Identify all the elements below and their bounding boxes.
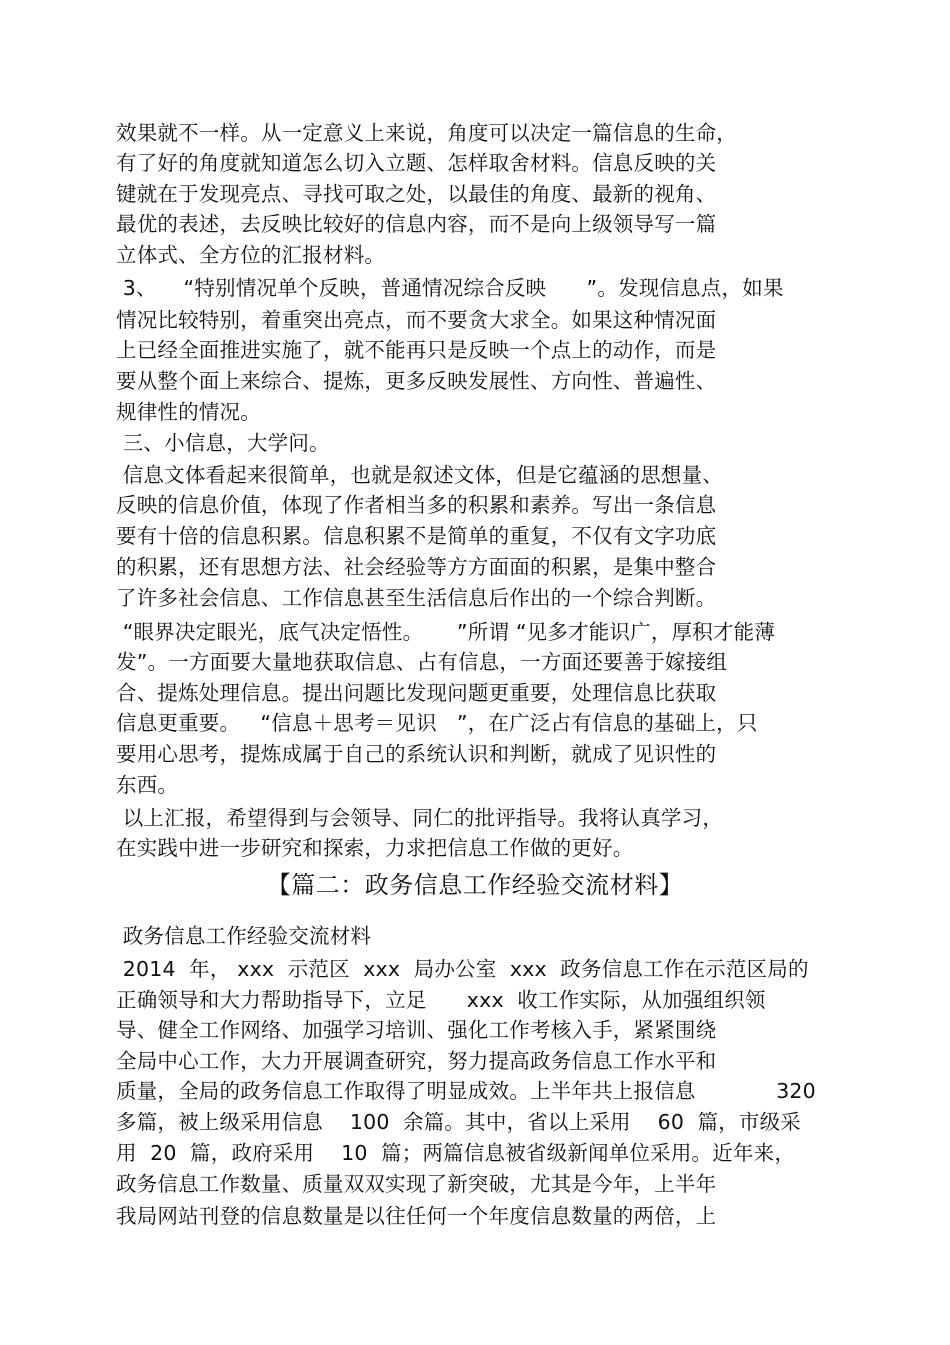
text-line: 发”。一方面要大量地获取信息、占有信息，一方面还要善于嫁接组 bbox=[116, 650, 728, 674]
text-line: 正确领导和大力帮助指导下，立足 xxx 收工作实际，从加强组织领 bbox=[116, 988, 766, 1012]
text-line: 信息更重要。 “信息＋思考＝见识 ”，在广泛占有信息的基础上，只 bbox=[116, 711, 758, 735]
text-line: 全局中心工作，大力开展调查研究，努力提高政务信息工作水平和 bbox=[116, 1049, 717, 1073]
text-line: 反映的信息价值，体现了作者相当多的积累和素养。写出一条信息 bbox=[116, 493, 717, 517]
text-line: 立体式、全方位的汇报材料。 bbox=[116, 243, 386, 267]
text-line: 信息文体看起来很简单，也就是叙述文体，但是它蕴涵的思想量、 bbox=[116, 463, 724, 487]
text-line: 政务信息工作数量、质量双双实现了新突破，尤其是今年，上半年 bbox=[116, 1172, 717, 1196]
text-line: 了许多社会信息、工作信息甚至生活信息后作出的一个综合判断。 bbox=[116, 586, 717, 610]
text-line: 导、健全工作网络、加强学习培训、强化工作考核入手，紧紧围绕 bbox=[116, 1018, 717, 1042]
text-line: 规律性的情况。 bbox=[116, 400, 261, 424]
text-line: 要从整个面上来综合、提炼，更多反映发展性、方向性、普遍性、 bbox=[116, 369, 717, 393]
text-line: 要用心思考，提炼成属于自己的系统认识和判断，就成了见识性的 bbox=[116, 742, 717, 766]
text-line: 以上汇报，希望得到与会领导、同仁的批评指导。我将认真学习， bbox=[116, 806, 724, 830]
text-line: 情况比较特别，着重突出亮点，而不要贪大求全。如果这种情况面 bbox=[116, 308, 717, 332]
text-line: 上已经全面推进实施了，就不能再只是反映一个点上的动作，而是 bbox=[116, 338, 717, 362]
text-line: 最优的表述，去反映比较好的信息内容，而不是向上级领导写一篇 bbox=[116, 212, 717, 236]
text-line: 要有十倍的信息积累。信息积累不是简单的重复，不仅有文字功底 bbox=[116, 524, 717, 548]
text-line: 有了好的角度就知道怎么切入立题、怎样取舍材料。信息反映的关 bbox=[116, 151, 717, 175]
text-line: 多篇，被上级采用信息 100 余篇。其中，省以上采用 60 篇，市级采 bbox=[116, 1110, 802, 1134]
text-line: 用 20 篇，政府采用 10 篇；两篇信息被省级新闻单位采用。近年来， bbox=[116, 1141, 796, 1165]
text-line: 3、 “特别情况单个反映，普通情况综合反映 ”。发现信息点，如果 bbox=[116, 276, 784, 300]
text-line: 键就在于发现亮点、寻找可取之处，以最佳的角度、最新的视角、 bbox=[116, 182, 717, 206]
text-line: 2014 年， xxx 示范区 xxx 局办公室 xxx 政务信息工作在示范区局的 bbox=[116, 957, 809, 981]
document-title-line: 政务信息工作经验交流材料 bbox=[116, 924, 372, 948]
text-line: 在实践中进一步研究和探索，力求把信息工作做的更好。 bbox=[116, 836, 634, 860]
section-subheading: 三、小信息，大学问。 bbox=[116, 431, 330, 455]
text-line: 质量，全局的政务信息工作取得了明显成效。上半年共上报信息 320 bbox=[116, 1079, 816, 1103]
text-line: 东西。 bbox=[116, 773, 179, 797]
text-line: 的积累，还有思想方法、社会经验等方方面面的积累，是集中整合 bbox=[116, 555, 717, 579]
text-line: “眼界决定眼光，底气决定悟性。 ”所谓 “见多才能识广，厚积才能薄 bbox=[116, 620, 776, 644]
section-heading: 【篇二：政务信息工作经验交流材料】 bbox=[266, 871, 684, 899]
text-line: 我局网站刊登的信息数量是以往任何一个年度信息数量的两倍，上 bbox=[116, 1204, 717, 1228]
text-line: 合、提炼处理信息。提出问题比发现问题更重要，处理信息比获取 bbox=[116, 681, 717, 705]
text-line: 效果就不一样。从一定意义上来说，角度可以决定一篇信息的生命， bbox=[116, 121, 737, 145]
